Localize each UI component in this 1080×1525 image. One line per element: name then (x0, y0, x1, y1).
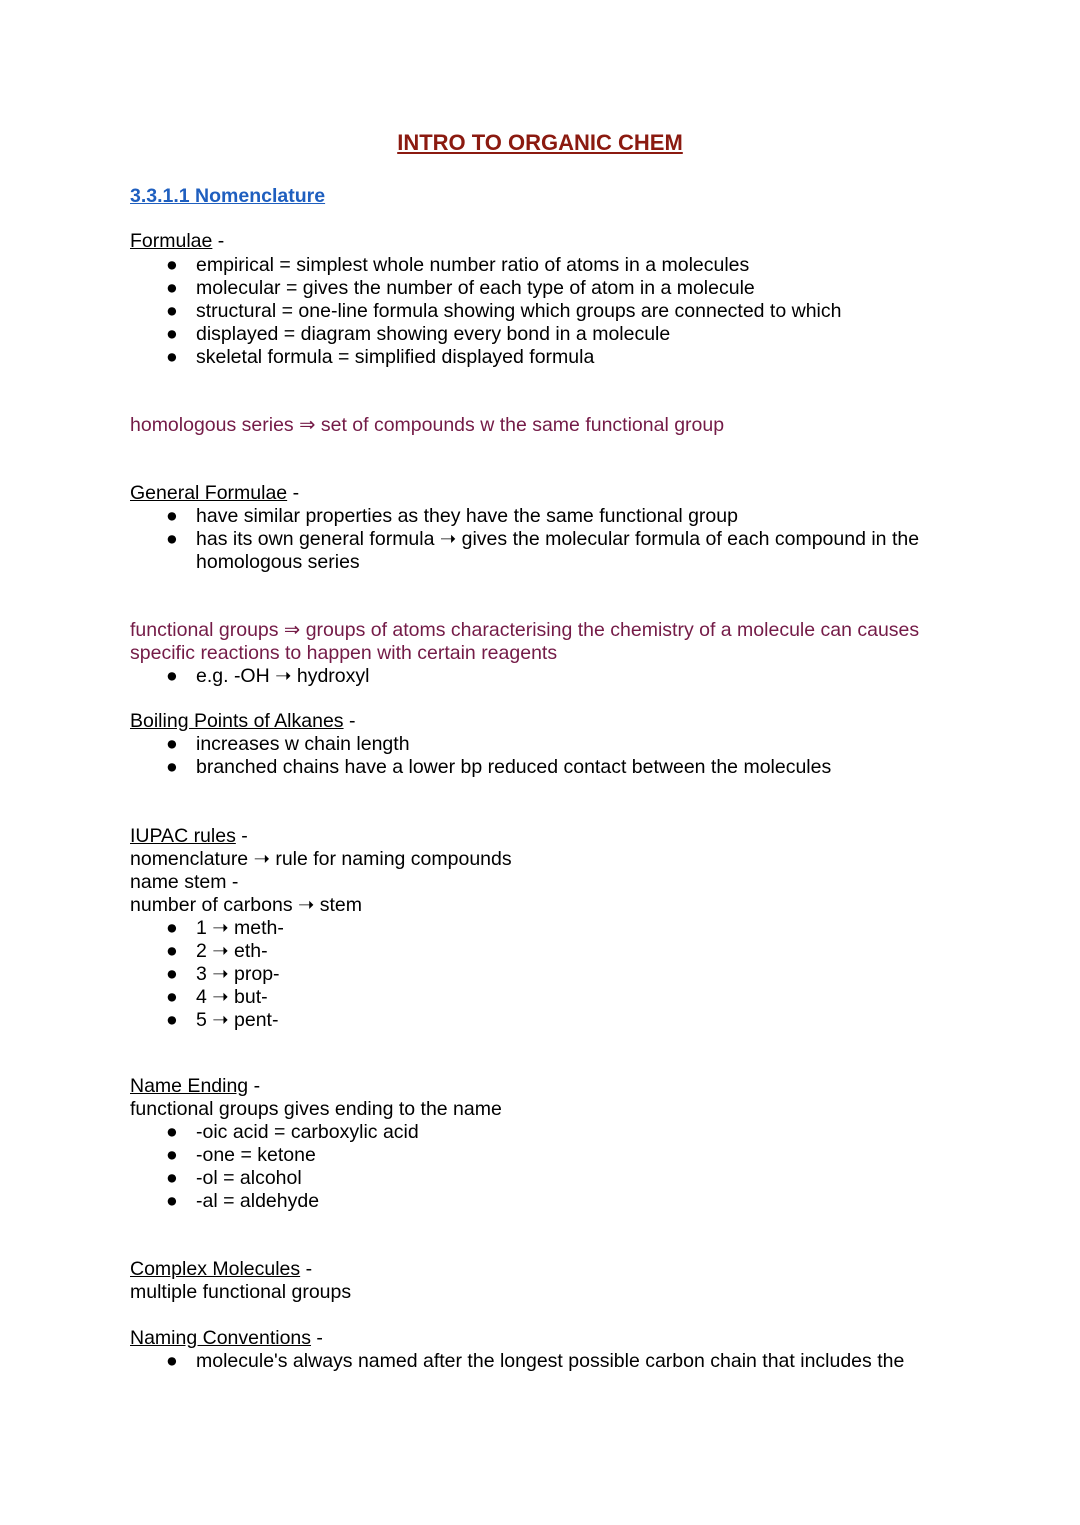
list-item-text: skeletal formula = simplified displayed formula (196, 346, 595, 368)
bullet-icon: ● (166, 940, 178, 962)
list-item-text: empirical = simplest whole number ratio of atoms in a molecules (196, 254, 750, 276)
list-item-text: molecular = gives the number of each type of atom in a molecule (196, 277, 755, 299)
list-item (130, 300, 841, 323)
list-item-text: 5 ➝ pent- (196, 1009, 279, 1031)
general-formulae-heading (130, 482, 299, 505)
heading-suffix: - (235, 825, 248, 847)
list-item (130, 1190, 419, 1213)
iupac-stems-list (130, 917, 284, 1032)
name-ending-line: functional groups gives ending to the name (130, 1098, 502, 1120)
bullet-icon: ● (166, 1190, 178, 1212)
boiling-points-heading (130, 710, 355, 733)
naming-conventions-heading-text: Naming Conventions (130, 1327, 312, 1349)
list-item-text: e.g. -OH ➝ hydroxyl (196, 665, 370, 687)
complex-molecules-heading (130, 1258, 312, 1281)
homologous-series-definition: homologous series ⇒ set of compounds w the same functional group (130, 414, 725, 436)
list-item-text: -al = aldehyde (196, 1190, 320, 1212)
bullet-icon: ● (166, 917, 178, 939)
list-item (130, 505, 956, 528)
complex-molecules-heading-text: Complex Molecules (130, 1258, 301, 1280)
list-item (130, 940, 284, 963)
bullet-icon: ● (166, 665, 178, 687)
heading-suffix: - (212, 230, 225, 252)
list-item-text: -ol = alcohol (196, 1167, 302, 1189)
list-item-text: 2 ➝ eth- (196, 940, 268, 962)
bullet-icon: ● (166, 505, 178, 527)
list-item-text: increases w chain length (196, 733, 410, 755)
bullet-icon: ● (166, 254, 178, 276)
bullet-icon: ● (166, 323, 178, 345)
list-item (130, 917, 284, 940)
bullet-icon: ● (166, 1121, 178, 1143)
list-item (130, 1167, 419, 1190)
list-item (130, 528, 956, 574)
list-item-text: -one = ketone (196, 1144, 316, 1166)
list-item (130, 1144, 419, 1167)
list-item (130, 733, 831, 756)
iupac-heading (130, 825, 248, 848)
functional-groups-definition: functional groups ⇒ groups of atoms characterising the chemistry of a molecule can causes specific reactions to happen with certain reagents (130, 619, 920, 664)
functional-groups-list (130, 665, 369, 688)
general-formulae-list (130, 505, 956, 574)
list-item (130, 346, 841, 369)
bullet-icon: ● (166, 733, 178, 755)
list-item-text: -oic acid = carboxylic acid (196, 1121, 419, 1143)
bullet-icon: ● (166, 1009, 178, 1031)
page-title: INTRO TO ORGANIC CHEM (397, 130, 683, 155)
list-item (130, 665, 369, 688)
complex-molecules-line: multiple functional groups (130, 1281, 352, 1303)
bullet-icon: ● (166, 1167, 178, 1189)
iupac-line: nomenclature ➝ rule for naming compounds (130, 848, 512, 870)
list-item-text: structural = one-line formula showing which groups are connected to which (196, 300, 842, 322)
list-item (130, 1121, 419, 1144)
list-item-text: has its own general formula ➝ gives the molecular formula of each compound in the homologous series (196, 528, 920, 573)
iupac-line: number of carbons ➝ stem (130, 894, 363, 916)
bullet-icon: ● (166, 756, 178, 778)
list-item (130, 1350, 904, 1373)
iupac-line: name stem - (130, 871, 239, 893)
heading-suffix: - (287, 482, 300, 504)
formulae-heading-text: Formulae (130, 230, 213, 252)
bullet-icon: ● (166, 963, 178, 985)
list-item-text: branched chains have a lower bp reduced contact between the molecules (196, 756, 832, 778)
boiling-points-list (130, 733, 831, 779)
list-item (130, 254, 841, 277)
iupac-heading-text: IUPAC rules (130, 825, 236, 847)
bullet-icon: ● (166, 346, 178, 368)
name-ending-list (130, 1121, 419, 1213)
list-item (130, 277, 841, 300)
list-item-text: 3 ➝ prop- (196, 963, 280, 985)
heading-suffix: - (300, 1258, 313, 1280)
list-item (130, 1009, 284, 1032)
heading-suffix: - (311, 1327, 323, 1349)
formulae-heading (130, 230, 224, 253)
list-item (130, 756, 831, 779)
formulae-list (130, 254, 841, 369)
bullet-icon: ● (166, 1350, 178, 1372)
bullet-icon: ● (166, 300, 178, 322)
name-ending-heading (130, 1075, 260, 1098)
list-item-text: molecule's always named after the longest possible carbon chain that includes the (196, 1350, 905, 1372)
list-item-text: 1 ➝ meth- (196, 917, 284, 939)
list-item (130, 323, 841, 346)
naming-conventions-list (130, 1350, 904, 1373)
heading-suffix: - (343, 710, 356, 732)
bullet-icon: ● (166, 1144, 178, 1166)
bullet-icon: ● (166, 277, 178, 299)
list-item-text: have similar properties as they have the same functional group (196, 505, 738, 527)
list-item (130, 963, 284, 986)
list-item-text: displayed = diagram showing every bond in a molecule (196, 323, 671, 345)
heading-suffix: - (248, 1075, 261, 1097)
boiling-points-heading-text: Boiling Points of Alkanes (130, 710, 344, 732)
list-item-text: 4 ➝ but- (196, 986, 268, 1008)
name-ending-heading-text: Name Ending (130, 1075, 249, 1097)
section-heading: 3.3.1.1 Nomenclature (130, 185, 326, 207)
bullet-icon: ● (166, 986, 178, 1008)
bullet-icon: ● (166, 528, 178, 550)
naming-conventions-heading (130, 1327, 323, 1350)
list-item (130, 986, 284, 1009)
general-formulae-heading-text: General Formulae (130, 482, 288, 504)
